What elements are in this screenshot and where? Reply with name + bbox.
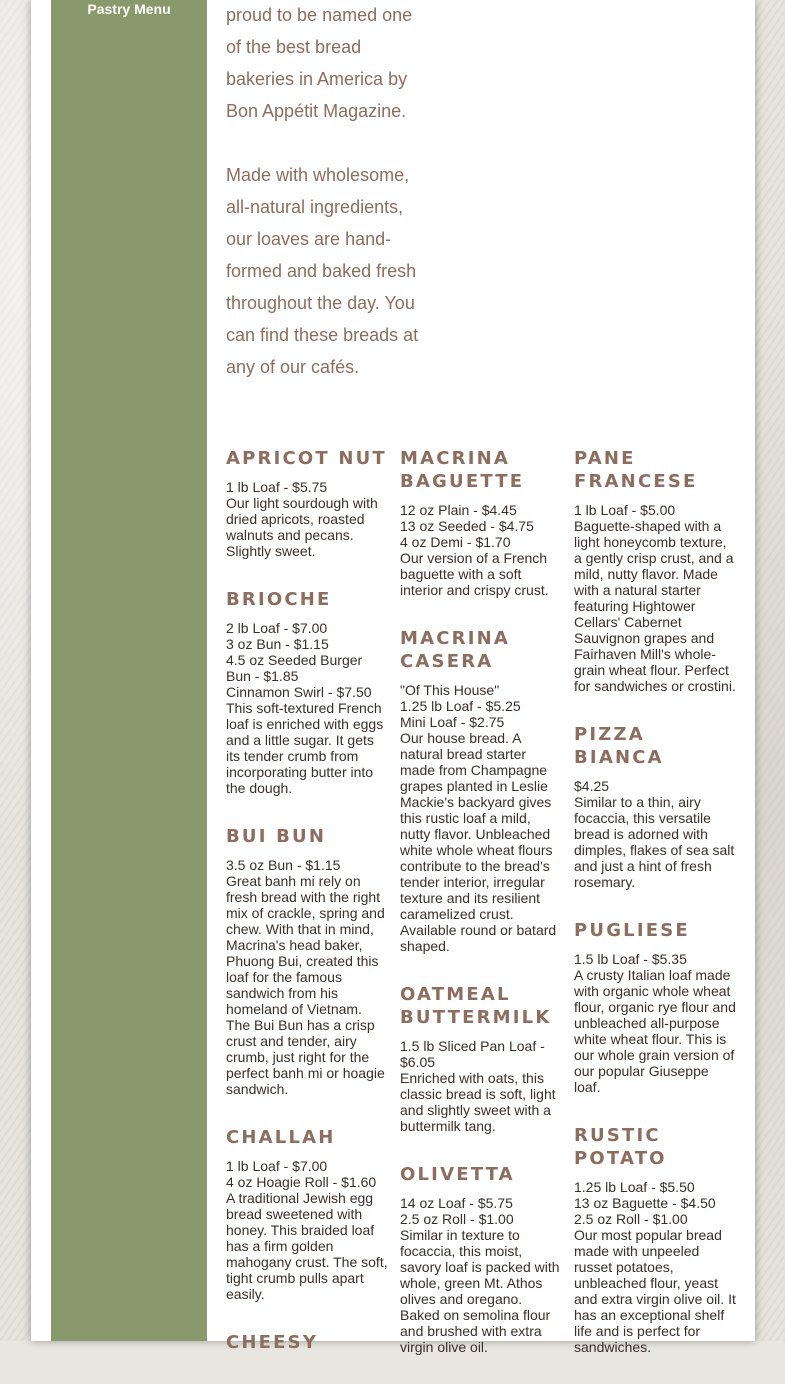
- bread-size-price: $4.25: [574, 778, 610, 794]
- bread-description: Enriched with oats, this classic bread is soft, light and slightly sweet with a buttermilk tang.: [400, 1070, 556, 1134]
- bread-name: CHEESY: [226, 1332, 319, 1353]
- bread-item-olivetta: [400, 1163, 562, 1355]
- bread-size-price: 1.5 lb Sliced Pan Loaf - $6.05: [400, 1038, 545, 1070]
- bread-description: Similar in texture to focaccia, this moist, savory loaf is packed with whole, green Mt. Athos olives and oregano. Baked on semolina flour and brushed with extra virgin olive oil.: [400, 1227, 560, 1355]
- bread-item-macrina-baguette: [400, 447, 562, 598]
- bread-column-3: [574, 447, 736, 1384]
- bread-name: BUI BUN: [226, 826, 327, 847]
- bread-item-challah: [226, 1126, 388, 1302]
- bread-name: MACRINA BAGUETTE: [400, 448, 525, 492]
- bread-item-pugliese: [574, 919, 736, 1095]
- bread-description: Great banh mi rely on fresh bread with the right mix of crackle, spring and chew. With that in mind, Macrina's head baker, Phuong Bui, created this loaf for the famous sandwich from his homeland of Vietnam. The Bui Bun has a crisp crust and tender, airy crumb, just right for the perfect banh mi or hoagie sandwich.: [226, 873, 385, 1097]
- bread-size-price: 12 oz Plain - $4.45: [400, 502, 517, 518]
- bread-item-pane-francese: [574, 447, 736, 694]
- bread-size-price: 14 oz Loaf - $5.75: [400, 1195, 513, 1211]
- bread-size-price: Cinnamon Swirl - $7.50: [226, 684, 372, 700]
- bread-item-pizza-bianca: [574, 723, 736, 890]
- bread-size-price: 1 lb Loaf - $5.00: [574, 502, 676, 518]
- bread-name: PANE FRANCESE: [574, 448, 698, 492]
- intro-paragraph-2: Made with wholesome, all-natural ingredients, our loaves are hand-formed and baked fresh throughout the day. You can find these breads at any of our cafés.: [226, 165, 419, 377]
- bread-item-bui-bun: [226, 825, 388, 1097]
- bread-description: Our version of a French baguette with a soft interior and crispy crust.: [400, 550, 549, 598]
- bread-size-price: 1 lb Loaf - $7.00: [226, 1158, 328, 1174]
- bread-description: This soft-textured French loaf is enriched with eggs and a little sugar. It gets its tender crumb from incorporating butter into the dough.: [226, 700, 384, 796]
- bread-name: CHALLAH: [226, 1127, 336, 1148]
- bread-description: Similar to a thin, airy focaccia, this versatile bread is adorned with dimples, flakes of sea salt and just a hint of fresh rosemary.: [574, 794, 735, 890]
- bread-name: MACRINA CASERA: [400, 628, 511, 672]
- bread-name: APRICOT NUT: [226, 448, 387, 469]
- bread-item-brioche: [226, 588, 388, 796]
- bread-column-1: [226, 447, 388, 1383]
- bread-size-price: 3 oz Bun - $1.15: [226, 636, 329, 652]
- bread-name: OLIVETTA: [400, 1164, 515, 1185]
- bread-name: PIZZA BIANCA: [574, 724, 664, 768]
- bread-name: OATMEAL BUTTERMILK: [400, 984, 552, 1028]
- bread-description: Our house bread. A natural bread starter made from Champagne grapes planted in Leslie Mackie's backyard gives this rustic loaf a mild, nutty flavor. Unbleached white whole wheat flours contribute to the bread's tender interior, irregular texture and its resilient caramelized crust. Available round or batard shaped.: [400, 730, 557, 954]
- bread-size-price: 13 oz Baguette - $4.50: [574, 1195, 716, 1211]
- bread-size-price: 4 oz Hoagie Roll - $1.60: [226, 1174, 377, 1190]
- bread-size-price: 4.5 oz Seeded Burger Bun - $1.85: [226, 652, 363, 684]
- bread-description: Our most popular bread made with unpeeled russet potatoes, unbleached flour, yeast and extra virgin olive oil. It has an exceptional shelf life and is perfect for sandwiches.: [574, 1227, 736, 1355]
- bread-size-price: 2 lb Loaf - $7.00: [226, 620, 328, 636]
- sidebar-link-pastry-menu[interactable]: Pastry Menu: [87, 1, 171, 17]
- intro-text: [226, 0, 426, 383]
- intro-paragraph-1: proud to be named one of the best bread bakeries in America by Bon Appétit Magazine.: [226, 5, 413, 121]
- bread-size-price: "Of This House": [400, 682, 500, 698]
- bread-size-price: 1.25 lb Loaf - $5.50: [574, 1179, 695, 1195]
- bread-description: A crusty Italian loaf made with organic whole wheat flour, organic rye flour and unbleached all-purpose white wheat flour. This is our whole grain version of our popular Giuseppe loaf.: [574, 967, 736, 1095]
- bread-size-price: 2.5 oz Roll - $1.00: [400, 1211, 514, 1227]
- bread-item-apricot-nut: [226, 447, 388, 559]
- sidebar: [51, 0, 207, 1341]
- bread-size-price: 13 oz Seeded - $4.75: [400, 518, 534, 534]
- bread-size-price: 1.25 lb Loaf - $5.25: [400, 698, 521, 714]
- bread-size-price: 4 oz Demi - $1.70: [400, 534, 511, 550]
- bread-size-price: 1 lb Loaf - $5.75: [226, 479, 328, 495]
- bread-description: A traditional Jewish egg bread sweetened with honey. This braided loaf has a firm golden mahogany crust. The soft, tight crumb pulls apart easily.: [226, 1190, 388, 1302]
- bread-item-cheesy: [226, 1331, 388, 1354]
- bread-size-price: Mini Loaf - $2.75: [400, 714, 505, 730]
- page-content: [31, 0, 755, 1355]
- bread-size-price: 1.5 lb Loaf - $5.35: [574, 951, 687, 967]
- bread-size-price: 3.5 oz Bun - $1.15: [226, 857, 341, 873]
- bread-item-oatmeal-buttermilk: [400, 983, 562, 1134]
- bread-description: Our light sourdough with dried apricots, roasted walnuts and pecans. Slightly sweet.: [226, 495, 378, 559]
- bread-name: BRIOCHE: [226, 589, 332, 610]
- bread-item-macrina-casera: [400, 627, 562, 954]
- bread-description: Baguette-shaped with a light honeycomb texture, a gently crisp crust, and a mild, nutty flavor. Made with a natural starter featuring Hightower Cellars' Cabernet Sauvignon grapes and Fairhaven Mill's whole-grain wheat flour. Perfect for sandwiches or crostini.: [574, 518, 736, 694]
- bread-size-price: 2.5 oz Roll - $1.00: [574, 1211, 688, 1227]
- bread-name: RUSTIC POTATO: [574, 1125, 667, 1169]
- bread-column-2: [400, 447, 562, 1384]
- bread-item-rustic-potato: [574, 1124, 736, 1355]
- bread-name: PUGLIESE: [574, 920, 690, 941]
